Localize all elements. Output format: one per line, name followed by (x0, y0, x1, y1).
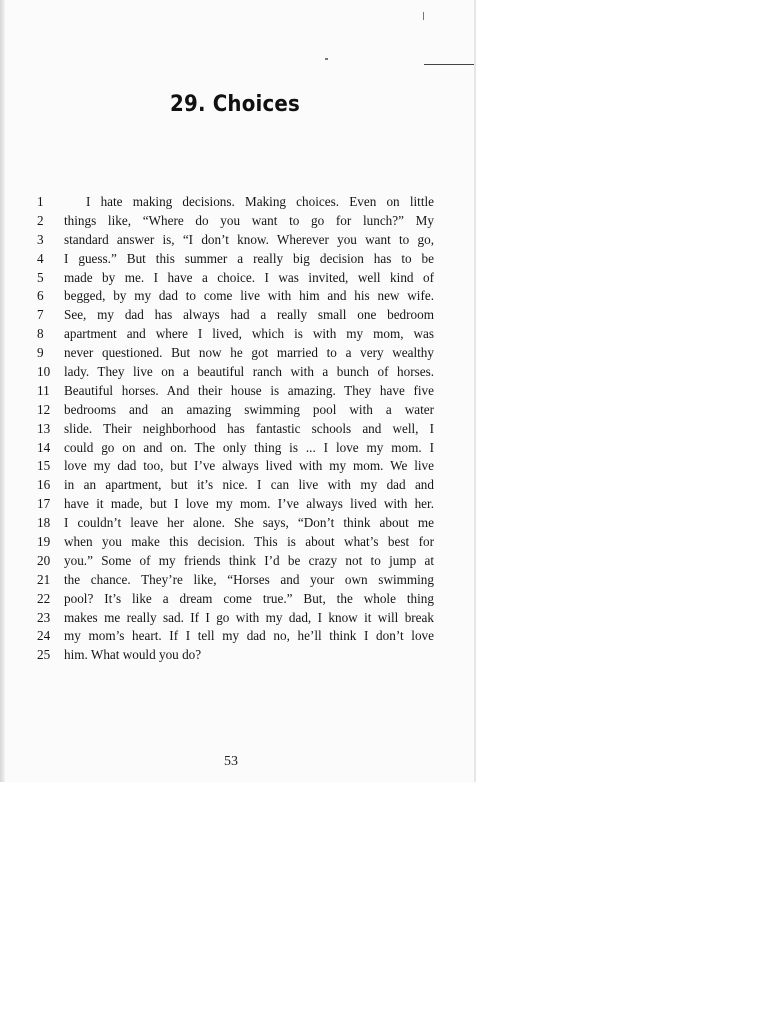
passage-line (37, 571, 434, 590)
scan-mark-dot (325, 58, 328, 60)
passage-line (37, 382, 434, 401)
line-text: you.” Some of my friends think I’d be crazy not to jump at (64, 552, 434, 568)
line-number: 5 (37, 269, 44, 285)
passage-line (37, 439, 434, 458)
line-text: slide. Their neighborhood has fantastic schools and well, I (64, 420, 434, 436)
passage-line (37, 344, 434, 363)
line-number: 18 (37, 515, 51, 531)
passage-line (37, 533, 434, 552)
line-number: 19 (37, 534, 51, 550)
scan-mark-rule (424, 64, 474, 65)
line-number: 6 (37, 288, 44, 304)
line-number: 7 (37, 307, 44, 323)
line-text: Beautiful horses. And their house is amazing. They have five (64, 382, 434, 398)
passage-line (37, 250, 434, 269)
chapter-title: 29. Choices (170, 92, 300, 117)
line-text: begged, by my dad to come live with him and his new wife. (64, 288, 434, 304)
line-number: 11 (37, 382, 50, 398)
line-text: pool? It’s like a dream come true.” But, the whole thing (64, 590, 434, 606)
passage-line (37, 269, 434, 288)
passage-line (37, 401, 434, 420)
line-text: I guess.” But this summer a really big decision has to be (64, 250, 434, 266)
passage-line (37, 627, 434, 646)
passage-line (37, 287, 434, 306)
line-text: apartment and where I lived, which is with my mom, was (64, 326, 434, 342)
passage-line (37, 495, 434, 514)
line-number: 16 (37, 477, 51, 493)
passage-line (37, 363, 434, 382)
line-text: makes me really sad. If I go with my dad, I know it will break (64, 609, 434, 625)
line-number: 2 (37, 212, 44, 228)
scan-left-edge (0, 0, 5, 782)
line-text: have it made, but I love my mom. I’ve always lived with her. (64, 496, 434, 512)
line-text: the chance. They’re like, “Horses and your own swimming (64, 571, 434, 587)
passage-line (37, 325, 434, 344)
line-text: in an apartment, but it’s nice. I can live with my dad and (64, 477, 434, 493)
line-number: 22 (37, 590, 51, 606)
scan-right-edge (474, 0, 476, 782)
line-number: 15 (37, 458, 51, 474)
line-text: lady. They live on a beautiful ranch with a bunch of horses. (64, 364, 434, 380)
passage-line (37, 231, 434, 250)
passage-line (37, 590, 434, 609)
line-number: 25 (37, 647, 51, 663)
line-text: bedrooms and an amazing swimming pool with a water (64, 401, 434, 417)
line-text: I couldn’t leave her alone. She says, “Don’t think about me (64, 515, 434, 531)
line-number: 24 (37, 628, 51, 644)
line-number: 12 (37, 401, 51, 417)
line-text: things like, “Where do you want to go for lunch?” My (64, 212, 434, 228)
line-text: love my dad too, but I’ve always lived with my mom. We live (64, 458, 434, 474)
line-text: him. What would you do? (64, 647, 202, 663)
line-number: 1 (37, 194, 44, 209)
page-number: 53 (224, 754, 238, 769)
line-number: 17 (37, 496, 51, 512)
line-number: 20 (37, 552, 51, 568)
line-number: 14 (37, 439, 51, 455)
line-text: when you make this decision. This is about what’s best for (64, 534, 434, 550)
line-text: standard answer is, “I don’t know. Wherever you want to go, (64, 231, 434, 247)
passage-line (37, 552, 434, 571)
line-text: my mom’s heart. If I tell my dad no, he’ll think I don’t love (64, 628, 434, 644)
line-number: 13 (37, 420, 51, 436)
line-text: See, my dad has always had a really small one bedroom (64, 307, 434, 323)
passage-line (37, 212, 434, 231)
line-number: 3 (37, 231, 44, 247)
passage-line (37, 514, 434, 533)
passage-line (37, 420, 434, 439)
passage-line (37, 457, 434, 476)
passage-line (37, 609, 434, 628)
passage-line (37, 476, 434, 495)
line-text: made by me. I have a choice. I was invited, well kind of (64, 269, 434, 285)
line-number: 10 (37, 364, 51, 380)
line-number: 23 (37, 609, 51, 625)
numbered-passage (37, 193, 434, 665)
line-text: could go on and on. The only thing is ... I love my mom. I (64, 439, 434, 455)
line-number: 8 (37, 326, 44, 342)
scan-mark-tick (423, 12, 424, 20)
line-text: I hate making decisions. Making choices. Even on little (86, 194, 434, 209)
line-number: 9 (37, 345, 44, 361)
passage-line (37, 193, 434, 212)
passage-line (37, 306, 434, 325)
line-text: never questioned. But now he got married to a very wealthy (64, 345, 434, 361)
line-number: 21 (37, 571, 51, 587)
line-number: 4 (37, 250, 44, 266)
passage-line (37, 646, 434, 665)
